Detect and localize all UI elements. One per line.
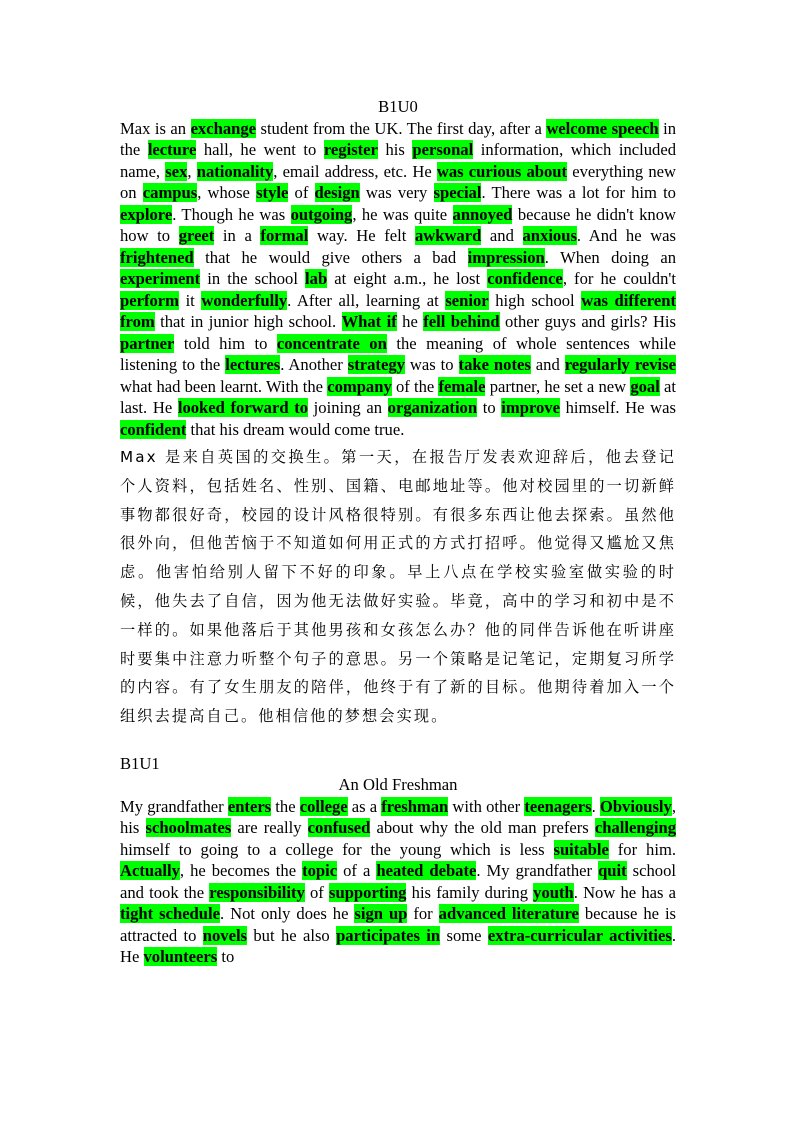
highlighted-term: design — [314, 183, 360, 202]
highlighted-term: lecture — [147, 140, 197, 159]
highlighted-term: female — [438, 376, 486, 396]
passage-text: . After all, learning at — [287, 290, 446, 310]
passage-text: for him. — [608, 839, 677, 859]
passage-b1u1 — [120, 796, 676, 968]
passage-text: school and took the — [120, 861, 677, 902]
highlighted-term: outgoing — [290, 204, 353, 224]
document-page — [120, 96, 676, 968]
passage-text: that in junior high school. — [154, 312, 342, 331]
highlighted-term: organization — [387, 398, 478, 417]
passage-text: of the — [391, 376, 439, 396]
passage-text: his — [377, 140, 413, 159]
highlighted-term: responsibility — [209, 882, 305, 902]
passage-text: the meaning of whole sentences while listening to the — [120, 333, 677, 374]
passage-text: of — [288, 183, 315, 202]
passage-text: of a — [337, 861, 377, 881]
passage-text: in the school — [200, 269, 306, 288]
highlighted-term: heated debate — [376, 861, 477, 881]
passage-text: other guys and girls? His — [499, 312, 677, 331]
passage-text: that his dream would come true. — [186, 419, 405, 439]
highlighted-term: style — [256, 183, 289, 202]
passage-text: told him to — [174, 333, 277, 353]
unit-heading-b1u0: B1U0 — [378, 97, 418, 116]
passage-text: My grandfather — [120, 796, 228, 816]
passage-text: joining an — [308, 398, 388, 417]
highlighted-term: confused — [307, 818, 371, 838]
passage-text: some — [440, 925, 488, 945]
highlighted-term: sex — [165, 161, 188, 181]
passage-text: with other — [448, 796, 525, 816]
passage-text: . Another — [280, 355, 348, 374]
passage-text: . My grandfather — [476, 861, 599, 881]
highlighted-term: impression — [467, 247, 545, 267]
passage-text: . And he was — [576, 226, 677, 245]
highlighted-term: nationality — [196, 161, 274, 181]
highlighted-term: take notes — [458, 355, 531, 374]
highlighted-term: volunteers — [143, 947, 218, 967]
highlighted-term: formal — [260, 226, 309, 245]
passage-text: partner, he set a new — [485, 376, 631, 396]
passage-text: . Not only does he — [220, 904, 355, 924]
highlighted-term: quit — [598, 861, 627, 881]
highlighted-term: confident — [120, 419, 187, 439]
passage-text: as a — [347, 796, 382, 816]
highlighted-term: was curious about — [436, 161, 568, 181]
highlighted-term: annoyed — [452, 204, 513, 224]
highlighted-term: was different from — [120, 290, 676, 331]
passage-text: in the — [120, 118, 677, 159]
highlighted-term: What if — [341, 312, 397, 331]
passage-text: about why the old man prefers — [370, 818, 595, 838]
passage-text: . He — [120, 925, 676, 967]
highlighted-term: college — [299, 796, 348, 816]
highlighted-term: concentrate on — [276, 333, 387, 353]
translation-b1u0: Max 是来自英国的交换生。第一天，在报告厅发表欢迎辞后，他去登记个人资料，包括姓名、性别、国籍、电邮地址等。他对校园里的一切新鲜事物都很好奇，校园的设计风格很特别。有很多东西让他去探索。虽然他很外向，但他苦恼于不知道如何用正式的方式打招呼。他觉得又尴尬又焦虑。他害怕给别人留下不好的印象。早上八点在学校实验室做实验的时候，他失去了自信，因为他无法做好实验。毕竟，高中的学习和初中是不一样的。如果他落后于其他男孩和女孩怎么办？他的同伴告诉他在听讲座时要集中注意力听整个句子的意思。另一个策略是记笔记，定期复习所学的内容。有了女生朋友的陪伴，他终于有了新的目标。他期待着加入一个组织去提高自己。他相信他的梦想会实现。 — [120, 448, 676, 726]
highlighted-term: frightened — [120, 247, 194, 267]
highlighted-term: greet — [178, 226, 215, 245]
passage-text: in a — [214, 226, 261, 245]
passage-text: Max is an — [120, 118, 191, 138]
highlighted-term: confidence — [487, 269, 563, 288]
highlighted-term: register — [323, 140, 378, 159]
passage-text: , for he couldn't — [562, 269, 676, 288]
passage-text: . When doing an — [544, 247, 677, 267]
highlighted-term: regularly revise — [564, 355, 676, 374]
highlighted-term: improve — [501, 398, 560, 417]
passage-text: at eight a.m., he lost — [327, 269, 488, 288]
highlighted-term: goal — [630, 376, 660, 396]
highlighted-term: schoolmates — [145, 818, 232, 838]
highlighted-term: special — [433, 183, 482, 202]
passage-text: high school — [488, 290, 582, 310]
highlighted-term: advanced literature — [438, 904, 579, 924]
highlighted-term: experiment — [120, 269, 201, 288]
highlighted-term: anxious — [522, 226, 577, 245]
highlighted-term: lectures — [225, 355, 281, 374]
passage-text: student from the UK. The first day, after a — [256, 118, 547, 138]
passage-text: , he becomes the — [179, 861, 303, 881]
passage-text: are really — [231, 818, 308, 838]
unit-heading-b1u1: B1U1 — [120, 753, 160, 773]
passage-text: , email address, etc. He — [273, 161, 437, 181]
highlighted-term: Actually — [120, 861, 180, 881]
passage-text: way. He felt — [308, 226, 415, 245]
highlighted-term: partner — [120, 333, 175, 353]
passage-text: . Now he has a — [573, 882, 676, 902]
highlighted-term: exchange — [190, 118, 257, 138]
passage-text: for — [407, 904, 439, 924]
highlighted-term: challenging — [594, 818, 676, 838]
passage-text: was very — [359, 183, 434, 202]
highlighted-term: looked forward to — [177, 398, 309, 417]
highlighted-term: Obviously — [599, 796, 672, 816]
passage-text: at last. He — [120, 376, 677, 417]
passage-text: , — [187, 161, 197, 181]
passage-text: , his — [120, 796, 676, 838]
passage-b1u0 — [120, 118, 676, 441]
highlighted-term: company — [327, 376, 392, 396]
highlighted-term: senior — [445, 290, 489, 310]
highlighted-term: strategy — [347, 355, 405, 374]
passage-text: . There was a lot for him to — [481, 183, 676, 202]
passage-text: and — [530, 355, 565, 374]
passage-text: to — [217, 947, 235, 967]
passage-text: was to — [404, 355, 459, 374]
passage-text: the — [271, 796, 300, 816]
highlighted-term: enters — [227, 796, 272, 816]
passage-title: An Old Freshman — [338, 775, 458, 795]
passage-text: . Though he was — [172, 204, 291, 224]
highlighted-term: participates in — [336, 925, 441, 945]
highlighted-term: campus — [142, 183, 198, 202]
passage-text: he — [396, 312, 424, 331]
highlighted-term: personal — [412, 140, 474, 159]
highlighted-term: fell behind — [423, 312, 500, 331]
passage-text: because he is attracted to — [120, 904, 677, 945]
highlighted-term: novels — [202, 925, 248, 945]
highlighted-term: lab — [305, 269, 328, 288]
passage-text: everything new on — [120, 161, 677, 202]
passage-text: that he would give others a bad — [193, 247, 468, 267]
passage-text: of — [304, 882, 330, 902]
highlighted-term: wonderfully — [201, 290, 288, 310]
passage-text: to — [477, 398, 502, 417]
passage-text: it — [178, 290, 202, 310]
highlighted-term: teenagers — [524, 796, 592, 816]
highlighted-term: tight schedule — [120, 904, 220, 924]
passage-text: information, which included name, — [120, 140, 676, 181]
highlighted-term: awkward — [414, 226, 482, 245]
passage-text: what had been learnt. With the — [120, 376, 328, 396]
passage-text: . — [591, 796, 600, 816]
passage-text: , he was quite — [352, 204, 453, 224]
highlighted-term: sign up — [354, 904, 408, 924]
passage-text: , whose — [197, 183, 257, 202]
passage-text: but he also — [247, 925, 337, 945]
passage-text: his family during — [406, 882, 534, 902]
highlighted-term: extra-curricular activities — [487, 925, 672, 945]
highlighted-term: suitable — [553, 839, 609, 859]
passage-text: because he didn't know how to — [120, 204, 677, 245]
passage-text: himself. He was — [559, 398, 676, 417]
highlighted-term: supporting — [329, 882, 407, 902]
highlighted-term: topic — [302, 861, 338, 881]
passage-text: himself to going to a college for the young which is less — [120, 839, 554, 859]
highlighted-term: youth — [533, 882, 574, 902]
highlighted-term: freshman — [381, 796, 449, 816]
passage-text: and — [481, 226, 523, 245]
highlighted-term: welcome speech — [546, 118, 659, 138]
highlighted-term: perform — [120, 290, 179, 310]
passage-text: hall, he went to — [196, 140, 324, 159]
highlighted-term: explore — [120, 204, 173, 224]
